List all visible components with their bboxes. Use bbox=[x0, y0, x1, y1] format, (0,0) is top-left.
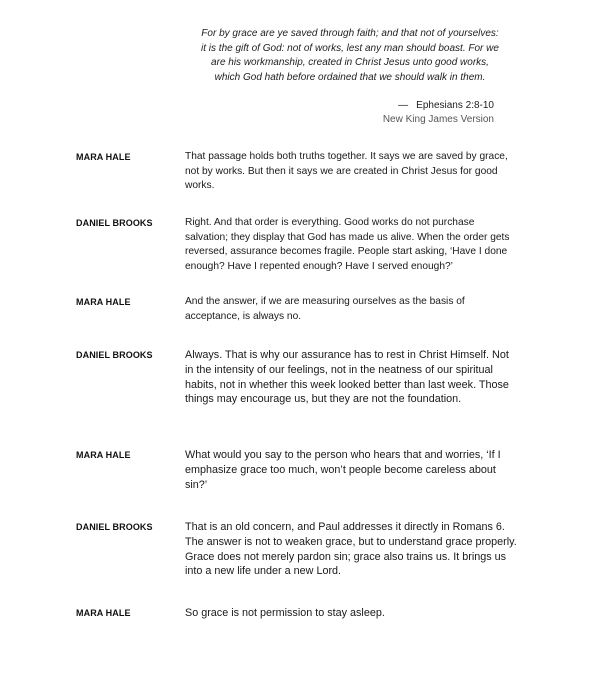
speaker-name: DANIEL BROOKS bbox=[76, 350, 153, 360]
speaker-name: MARA HALE bbox=[76, 608, 131, 618]
epigraph-quote: For by grace are ye saved through faith; and that not of yourselves: it is the gift of God: not of works, lest any man should boast. For we are his workmanship, created in Christ Jesus unto good works, which God hath before ordained that we should walk in them. bbox=[201, 28, 499, 83]
speech-text: Always. That is why our assurance has to rest in Christ Himself. Not in the intensity of our feelings, not in the neatness of our spiritual habits, not in whether this week looked better than last week. Those things may encourage us, but they are not the foundation. bbox=[185, 349, 509, 406]
speech-text: And the answer, if we are measuring ourselves as the basis of acceptance, is always no. bbox=[185, 296, 465, 322]
speech-text: That is an old concern, and Paul addresses it directly in Romans 6. The answer is not to weaken grace, but to understand grace properly. Grace does not merely pardon sin; grace also trains us. It brings us into a new life under a new Lord. bbox=[185, 521, 517, 578]
citation-reference: Ephesians 2:8-10 bbox=[416, 100, 494, 111]
speech-text: So grace is not permission to stay asleep. bbox=[185, 607, 385, 619]
speaker-name: DANIEL BROOKS bbox=[76, 218, 153, 228]
epigraph-citation bbox=[383, 99, 494, 127]
speech-text: What would you say to the person who hears that and worries, ‘If I emphasize grace too much, won’t people become careless about sin?’ bbox=[185, 449, 501, 491]
citation-dash: — bbox=[398, 100, 409, 111]
citation-version: New King James Version bbox=[382, 114, 494, 125]
speech-text: That passage holds both truths together. It says we are saved by grace, not by works. But then it says we are created in Christ Jesus for good works. bbox=[185, 151, 508, 192]
speaker-name: MARA HALE bbox=[76, 297, 131, 307]
speech-text: Right. And that order is everything. Good works do not purchase salvation; they display that God has made us alive. When the order gets reversed, assurance becomes fragile. People start asking, ‘Have I done enough? Have I repented enough? Have I served enough?’ bbox=[185, 217, 510, 272]
speaker-name: DANIEL BROOKS bbox=[76, 522, 153, 532]
speaker-name: MARA HALE bbox=[76, 152, 131, 162]
speaker-name: MARA HALE bbox=[76, 450, 131, 460]
